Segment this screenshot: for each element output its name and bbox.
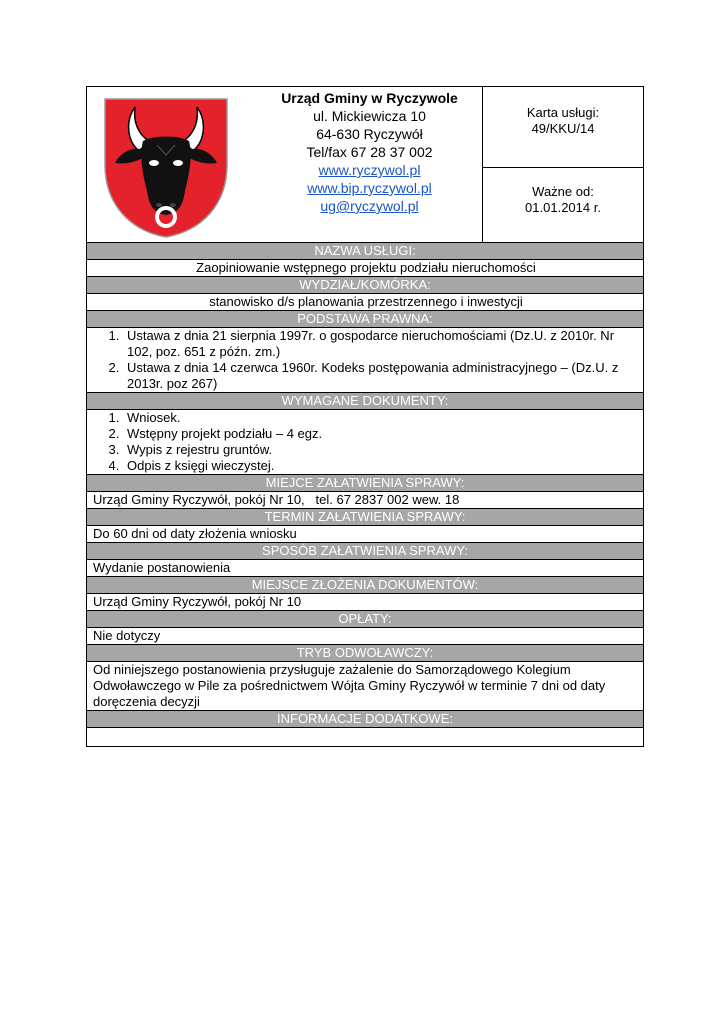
service-name-text: Zaopiniowanie wstępnego projektu podziału nieruchomości [87,260,643,277]
additional-info-heading: INFORMACJE DODATKOWE: [87,711,643,728]
method-text: Wydanie postanowienia [87,560,643,577]
submission-text: Urząd Gminy Ryczywół, pokój Nr 10 [87,594,643,611]
service-card [86,86,644,747]
office-address [257,87,483,242]
card-number: 49/KKU/14 [531,121,595,136]
place-heading: MIEJCE ZAŁATWIENIA SPRAWY: [87,475,643,492]
coat-of-arms-cell [87,87,257,242]
list-item: 1. Wniosek. [123,410,639,426]
method-heading: SPOSÓB ZAŁATWIENIA SPRAWY: [87,543,643,560]
place-text: Urząd Gminy Ryczywół, pokój Nr 10, tel. 67 2837 002 wew. 18 [87,492,643,509]
legal-basis-heading: PODSTAWA PRAWNA: [87,311,643,328]
coat-of-arms-icon [101,95,231,241]
website-link[interactable]: www.ryczywol.pl [318,162,421,178]
office-name: Urząd Gminy w Ryczywole [281,90,458,106]
valid-label: Ważne od: [532,184,594,199]
legal-basis-body [87,328,643,393]
valid-from-box [483,168,643,242]
list-item: 3. Wypis z rejestru gruntów. [123,442,639,458]
list-item: 4. Odpis z księgi wieczystej. [123,458,639,474]
bip-link[interactable]: www.bip.ryczywol.pl [307,180,432,196]
list-item: 2. Wstępny projekt podziału – 4 egz. [123,426,639,442]
documents-body [87,410,643,475]
card-number-box [483,87,643,168]
fees-heading: OPŁATY: [87,611,643,628]
valid-date: 01.01.2014 r. [525,200,601,215]
office-phone: Tel/fax 67 28 37 002 [306,144,433,160]
appeal-heading: TRYB ODWOŁAWCZY: [87,645,643,662]
deadline-heading: TERMIN ZAŁATWIENIA SPRAWY: [87,509,643,526]
additional-info-text [87,728,643,746]
list-item: 1. Ustawa z dnia 21 sierpnia 1997r. o gospodarce nieruchomościami (Dz.U. z 2010r. Nr 102, poz. 651 z późn. zm.) [123,328,639,360]
fees-text: Nie dotyczy [87,628,643,645]
service-name-heading: NAZWA USŁUGI: [87,243,643,260]
deadline-text: Do 60 dni od daty złożenia wniosku [87,526,643,543]
documents-heading: WYMAGANE DOKUMENTY: [87,393,643,410]
card-label: Karta usługi: [526,105,600,120]
card-info [483,87,643,242]
department-text: stanowisko d/s planowania przestrzennego i inwestycji [87,294,643,311]
department-heading: WYDZIAŁ/KOMÓRKA: [87,277,643,294]
office-city: 64-630 Ryczywół [316,126,423,142]
card-header [87,87,643,243]
email-link[interactable]: ug@ryczywol.pl [320,198,419,214]
office-street: ul. Mickiewicza 10 [313,108,426,124]
list-item: 2. Ustawa z dnia 14 czerwca 1960r. Kodeks postępowania administracyjnego – (Dz.U. z 2013r. poz 267) [123,360,639,392]
documents-list [93,410,639,474]
submission-heading: MIEJSCE ZŁOŻENIA DOKUMENTÓW: [87,577,643,594]
appeal-text: Od niniejszego postanowienia przysługuje zażalenie do Samorządowego Kolegium Odwoławczego w Pile za pośrednictwem Wójta Gminy Ryczywół w terminie 7 dni od daty doręczenia decyzji [87,662,643,711]
legal-basis-list [93,328,639,392]
